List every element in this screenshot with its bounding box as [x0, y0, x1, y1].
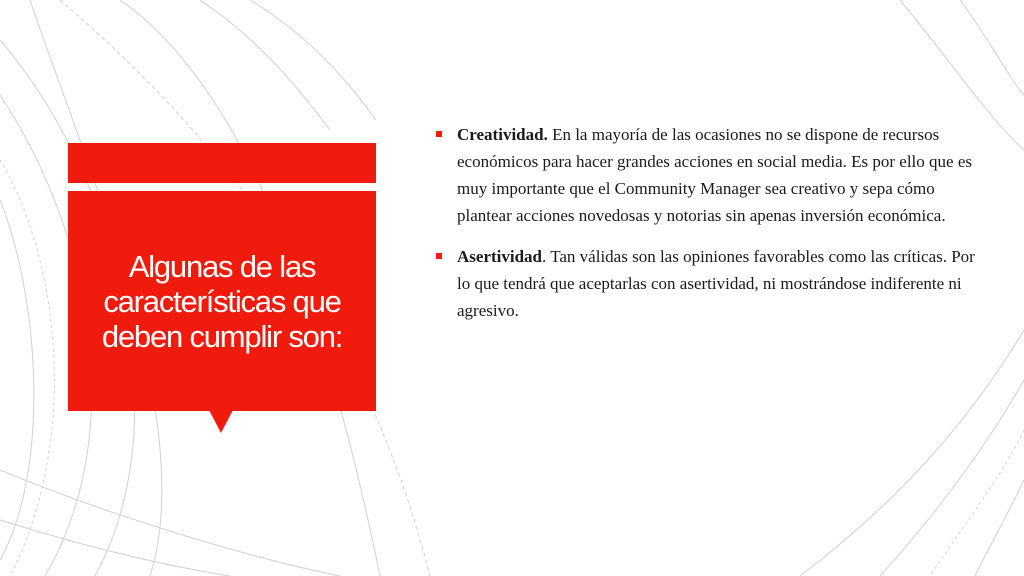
bullet-text: En la mayoría de las ocasiones no se dispone de recursos económicos para hacer grandes acciones en social media. Es por ello que es muy importante que el Community Manager sea creativo y sepa cómo plantear acciones novedosas y notorias sin apenas inversión económica. [457, 125, 972, 225]
title-accent-bar [68, 143, 376, 183]
bullet-term: Creatividad. [457, 125, 548, 144]
square-bullet-icon [436, 253, 442, 259]
bullet-term: Asertividad [457, 247, 542, 266]
bullet-text: . Tan válidas son las opiniones favorables como las críticas. Por lo que tendrá que aceptarlas con asertividad, ni mostrándose indiferente ni agresivo. [457, 247, 975, 320]
title-box [68, 191, 376, 411]
square-bullet-icon [436, 131, 442, 137]
bullet-item-creatividad [436, 121, 976, 229]
title-box-pointer [209, 410, 233, 433]
slide-title: Algunas de las características que deben cumplir son: [101, 248, 343, 354]
bullet-item-asertividad [436, 243, 976, 324]
bullet-list [436, 121, 976, 338]
